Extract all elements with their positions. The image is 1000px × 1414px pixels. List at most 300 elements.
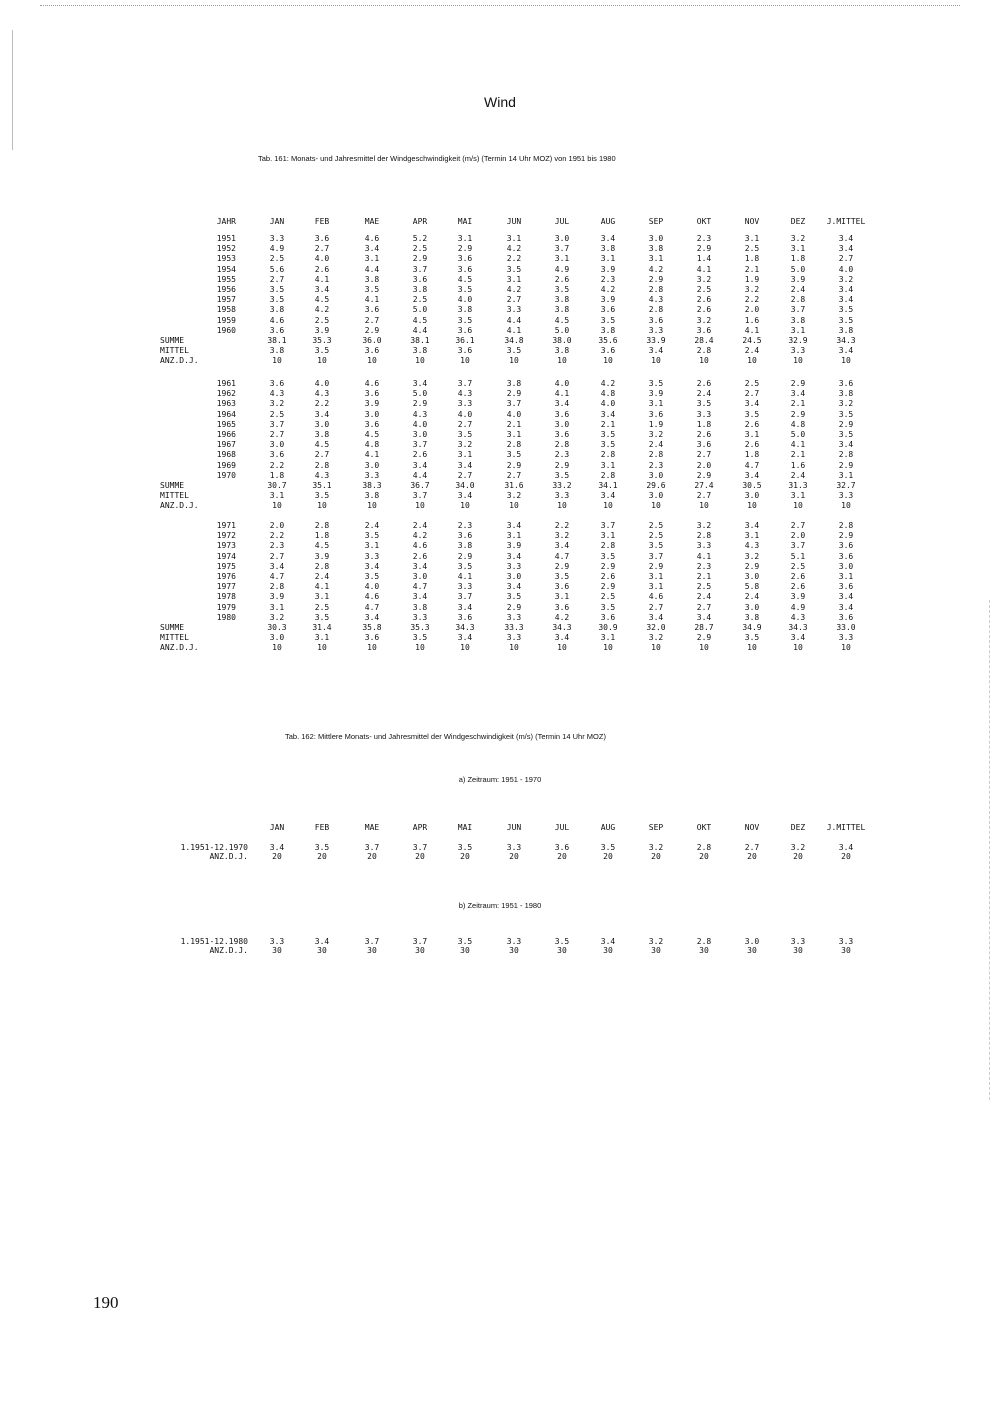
table-cell: 3.0 [744, 937, 760, 946]
table-cell: 3.6 [648, 409, 664, 419]
table-cell: 3.3 [506, 561, 522, 571]
table-cell: 38.1 [267, 336, 287, 345]
table-cell: 3.2 [744, 285, 760, 294]
table-cell: 2.9 [600, 582, 616, 592]
table-row [0, 420, 1000, 430]
table-row [0, 265, 1000, 275]
table-cell: NOV [744, 823, 760, 832]
table-cell: 3.5 [269, 285, 285, 294]
table-cell: JUN [506, 217, 522, 226]
table-cell: 3.5 [554, 572, 570, 581]
table-cell: 3.6 [600, 346, 616, 356]
table-cell: 3.8 [457, 305, 473, 315]
mittel-row-label: MITTEL [160, 346, 189, 356]
table-cell: 28.4 [694, 336, 714, 345]
table-cell: 2.5 [790, 561, 806, 571]
table-cell: 4.0 [457, 295, 473, 305]
table-row [0, 582, 1000, 592]
table-cell: 2.7 [457, 419, 473, 429]
table-cell: 2.8 [314, 521, 330, 530]
table-row [0, 562, 1000, 572]
table-cell: 2.5 [600, 592, 616, 602]
table-cell: 2.9 [838, 531, 854, 541]
table-cell: 2.4 [790, 470, 806, 480]
table-cell: 3.1 [314, 592, 330, 602]
table-cell: 4.6 [364, 379, 380, 388]
table-cell: 3.4 [506, 521, 522, 530]
table-cell: 3.3 [554, 491, 570, 501]
table-cell: 3.8 [838, 325, 854, 335]
table-cell: 2.4 [744, 592, 760, 602]
table-cell: 3.8 [269, 305, 285, 315]
table-cell: 35.6 [598, 336, 618, 345]
table-cell: 3.8 [744, 612, 760, 622]
table-row-label: 1974 [216, 551, 236, 561]
table-cell: 3.7 [600, 521, 616, 530]
table-row [0, 613, 1000, 623]
table-cell: 3.4 [412, 592, 428, 602]
table-cell: 3.4 [838, 346, 854, 356]
table-cell: 2.4 [364, 521, 380, 530]
anz-row-label: ANZ.D.J. [160, 501, 199, 511]
table-row [0, 440, 1000, 450]
table-cell: 3.4 [457, 460, 473, 470]
table-cell: 3.1 [600, 531, 616, 541]
table-cell: 3.0 [838, 561, 854, 571]
summe-row-label: SUMME [160, 336, 185, 345]
table-cell: 3.7 [457, 379, 473, 388]
table-cell: 10 [747, 356, 757, 366]
table-cell: 2.8 [506, 440, 522, 450]
table-cell: 3.9 [648, 389, 664, 399]
table-cell: 5.1 [790, 551, 806, 561]
table-cell: 1.9 [744, 274, 760, 284]
table-cell: 3.1 [269, 602, 285, 612]
table-cell: 4.9 [269, 244, 285, 254]
table-cell: 31.3 [788, 481, 808, 490]
table-cell: 2.4 [314, 572, 330, 581]
table-cell: 2.8 [648, 285, 664, 294]
table-row [0, 316, 1000, 326]
table-cell: 3.4 [744, 399, 760, 409]
table-cell: 2.8 [696, 346, 712, 356]
table-cell: 3.0 [412, 572, 428, 581]
table-cell: 3.9 [269, 592, 285, 602]
table-cell: 34.3 [455, 623, 475, 632]
table-cell: 3.0 [364, 460, 380, 470]
table-cell: 2.2 [269, 531, 285, 541]
table-cell: 10 [603, 356, 613, 366]
table-cell: 3.6 [364, 389, 380, 399]
table-cell: 3.6 [554, 430, 570, 439]
table-cell: 3.5 [600, 551, 616, 561]
table-cell: 3.6 [554, 409, 570, 419]
table-cell: 3.1 [648, 572, 664, 581]
table-cell: 3.3 [506, 843, 522, 852]
table-cell: 3.4 [269, 561, 285, 571]
table-cell: 30 [699, 946, 709, 955]
table-cell: 30 [272, 946, 282, 955]
table-cell: 10 [793, 356, 803, 366]
table-row-label: 1971 [216, 521, 236, 530]
table-row-label: 1979 [216, 602, 236, 612]
table-cell: 1.9 [648, 419, 664, 429]
table-cell: 5.2 [412, 234, 428, 243]
table-cell: 3.1 [600, 460, 616, 470]
table-cell: 4.5 [314, 541, 330, 551]
table-cell: OKT [696, 823, 712, 832]
table-cell: 3.9 [790, 274, 806, 284]
table-cell: 20 [415, 852, 425, 861]
table-cell: 3.6 [554, 843, 570, 852]
table-cell: J.MITTEL [826, 217, 866, 226]
table-cell: 4.4 [412, 470, 428, 480]
table-row [0, 541, 1000, 551]
table-cell: 3.8 [314, 430, 330, 439]
table-cell: 3.4 [457, 633, 473, 643]
table-cell: 2.8 [696, 531, 712, 541]
table-cell: 3.2 [269, 399, 285, 409]
table-cell: 3.2 [648, 937, 664, 946]
table-cell: 20 [699, 852, 709, 861]
table-cell: 20 [557, 852, 567, 861]
table-cell: 2.2 [744, 295, 760, 305]
table-cell: 3.4 [600, 491, 616, 501]
anz-row [0, 852, 1000, 862]
table-cell: 3.9 [506, 541, 522, 551]
table-cell: 3.1 [790, 491, 806, 501]
table-cell: 10 [317, 643, 327, 653]
table-row-label: 1973 [216, 541, 236, 551]
table-cell: 3.4 [364, 612, 380, 622]
table-cell: 2.9 [364, 325, 380, 335]
table-row-label: 1951 [216, 234, 236, 243]
table-cell: 3.6 [457, 612, 473, 622]
table-cell: 3.8 [600, 244, 616, 254]
table-cell: APR [412, 217, 428, 226]
table-cell: 10 [699, 501, 709, 511]
table-cell: 2.6 [412, 450, 428, 460]
table-cell: 3.1 [506, 234, 522, 243]
table-cell: 5.0 [790, 430, 806, 439]
anz-row [0, 356, 1000, 366]
table-cell: 4.0 [364, 582, 380, 592]
table-cell: 2.9 [506, 460, 522, 470]
table-cell: 2.5 [648, 531, 664, 541]
table-cell: 3.6 [364, 346, 380, 356]
table-row [0, 275, 1000, 285]
table-cell: 3.0 [506, 572, 522, 581]
table-row [0, 410, 1000, 420]
table-cell: 10 [317, 501, 327, 511]
table-cell: 3.4 [744, 470, 760, 480]
table-cell: 1.8 [744, 254, 760, 264]
table-cell: 2.9 [648, 561, 664, 571]
table-cell: 2.5 [744, 379, 760, 388]
table-cell: 2.6 [790, 572, 806, 581]
table-cell: 10 [509, 356, 519, 366]
table-cell: 38.3 [362, 481, 382, 490]
table-row-label: 1966 [216, 430, 236, 439]
table-cell: 3.2 [269, 612, 285, 622]
table-cell: 35.8 [362, 623, 382, 632]
table-cell: 3.2 [790, 843, 806, 852]
table-cell: 3.3 [790, 937, 806, 946]
table-cell: 20 [747, 852, 757, 861]
anz-row-label: ANZ.D.J. [160, 643, 199, 653]
table-cell: NOV [744, 217, 760, 226]
mittel-row [0, 633, 1000, 643]
table-cell: 3.5 [269, 295, 285, 305]
table-cell: 2.8 [600, 541, 616, 551]
table-cell: 30 [317, 946, 327, 955]
table-cell: 3.5 [506, 450, 522, 460]
table-cell: 2.9 [506, 602, 522, 612]
table-cell: 3.9 [364, 399, 380, 409]
table-cell: 32.7 [836, 481, 856, 490]
table-cell: 3.5 [412, 633, 428, 643]
table-cell: 3.1 [744, 531, 760, 541]
table-cell: 2.7 [648, 602, 664, 612]
table-cell: 4.0 [412, 419, 428, 429]
table-cell: 3.5 [457, 561, 473, 571]
table-cell: 2.8 [269, 582, 285, 592]
table-cell: 2.4 [790, 285, 806, 294]
table-cell: 20 [317, 852, 327, 861]
table-cell: 2.3 [269, 541, 285, 551]
table-row-label: 1953 [216, 254, 236, 264]
table-row-label: 1956 [216, 285, 236, 294]
table-cell: 4.2 [506, 285, 522, 294]
table-row-label: 1960 [216, 325, 236, 335]
table-cell: 5.0 [412, 305, 428, 315]
table-cell: 3.0 [314, 419, 330, 429]
table-cell: 2.6 [696, 305, 712, 315]
table-cell: 3.6 [412, 274, 428, 284]
table-cell: 2.8 [648, 305, 664, 315]
table-cell: 1.8 [269, 470, 285, 480]
table-cell: 30 [841, 946, 851, 955]
table-cell: 3.1 [790, 244, 806, 254]
table-cell: 3.5 [364, 531, 380, 541]
table-cell: 2.9 [648, 274, 664, 284]
table-cell: 3.1 [790, 325, 806, 335]
table-cell: 2.7 [696, 491, 712, 501]
table-cell: 10 [603, 643, 613, 653]
table-cell: 3.0 [744, 602, 760, 612]
table-cell: 3.0 [648, 491, 664, 501]
table-cell: 1.8 [314, 531, 330, 541]
table-cell: 2.8 [648, 450, 664, 460]
table-cell: 2.8 [314, 561, 330, 571]
anz-row [0, 946, 1000, 956]
table-cell: 30 [747, 946, 757, 955]
table-cell: 10 [272, 356, 282, 366]
table-row-label: 1976 [216, 572, 236, 581]
summe-row [0, 623, 1000, 633]
table-cell: 3.2 [744, 551, 760, 561]
table-cell: 4.7 [744, 460, 760, 470]
table-cell: 2.6 [696, 379, 712, 388]
summe-row [0, 481, 1000, 491]
table-cell: 10 [841, 643, 851, 653]
table-cell: 31.4 [312, 623, 332, 632]
table-cell: 33.3 [504, 623, 524, 632]
table-cell: 34.0 [455, 481, 475, 490]
table-cell: 20 [367, 852, 377, 861]
table-cell: 10 [509, 501, 519, 511]
table-cell: 3.7 [412, 843, 428, 852]
table-cell: 3.3 [412, 612, 428, 622]
table-cell: 3.0 [412, 430, 428, 439]
table-cell: 1.8 [696, 419, 712, 429]
table-cell: 3.8 [269, 346, 285, 356]
table-cell: 2.5 [696, 582, 712, 592]
table-cell: 2.7 [314, 244, 330, 254]
table-cell: 2.8 [838, 450, 854, 460]
table-cell: 3.7 [412, 440, 428, 450]
table-cell: 3.4 [412, 379, 428, 388]
table-cell: 2.8 [790, 295, 806, 305]
table-cell: 3.5 [457, 937, 473, 946]
table-cell: 10 [699, 643, 709, 653]
table-cell: 34.9 [742, 623, 762, 632]
table-cell: 2.7 [696, 602, 712, 612]
table-cell: 2.2 [506, 254, 522, 264]
table-cell: 3.2 [457, 440, 473, 450]
table-cell: DEZ [790, 217, 806, 226]
table-row [0, 234, 1000, 244]
table-cell: 2.7 [269, 551, 285, 561]
table-cell: 2.6 [744, 419, 760, 429]
table-row-label: 1965 [216, 419, 236, 429]
table-cell: 3.7 [364, 843, 380, 852]
table-cell: 3.7 [648, 551, 664, 561]
table-row-label: 1975 [216, 561, 236, 571]
table-cell: 3.3 [269, 234, 285, 243]
table-cell: 2.5 [412, 295, 428, 305]
table-cell: 3.3 [364, 470, 380, 480]
table-cell: 3.4 [600, 409, 616, 419]
table-cell: 3.5 [457, 843, 473, 852]
table-cell: 3.4 [648, 612, 664, 622]
table-cell: 3.5 [744, 409, 760, 419]
table-cell: 2.7 [457, 470, 473, 480]
table-cell: 2.0 [744, 305, 760, 315]
table-cell: 3.0 [364, 409, 380, 419]
table-cell: 29.6 [646, 481, 666, 490]
table-cell: 2.7 [696, 450, 712, 460]
table-cell: JAN [269, 217, 285, 226]
table-row-label: 1955 [216, 274, 236, 284]
table-cell: 3.1 [269, 491, 285, 501]
table-cell: 3.1 [457, 450, 473, 460]
table-cell: 2.0 [790, 531, 806, 541]
table-cell: 3.5 [838, 305, 854, 315]
table-cell: 2.0 [269, 521, 285, 530]
table-cell: 3.5 [648, 379, 664, 388]
table-cell: 4.0 [314, 379, 330, 388]
table-cell: 3.4 [744, 521, 760, 530]
table-row-label: 1963 [216, 399, 236, 409]
table-cell: 4.3 [314, 470, 330, 480]
table-row [0, 244, 1000, 254]
table-cell: 2.9 [412, 254, 428, 264]
table-cell: 4.7 [364, 602, 380, 612]
table-cell: 1.6 [790, 460, 806, 470]
table-cell: 3.7 [506, 399, 522, 409]
table-cell: 2.8 [600, 470, 616, 480]
table-cell: 2.7 [506, 295, 522, 305]
table-row-label: 1970 [216, 470, 236, 480]
table-cell: 3.3 [457, 399, 473, 409]
table-cell: 2.7 [790, 521, 806, 530]
table-cell: 3.7 [554, 244, 570, 254]
table-cell: 3.6 [838, 379, 854, 388]
table-cell: 27.4 [694, 481, 714, 490]
table-cell: 10 [793, 501, 803, 511]
table-cell: 3.0 [554, 234, 570, 243]
table-cell: 4.5 [314, 440, 330, 450]
table-cell: 10 [603, 501, 613, 511]
table-cell: 3.1 [554, 592, 570, 602]
table-cell: AUG [600, 823, 616, 832]
table-cell: 3.5 [554, 470, 570, 480]
table-cell: 3.1 [314, 633, 330, 643]
table-cell: 3.2 [648, 430, 664, 439]
table-cell: 4.1 [790, 440, 806, 450]
table-cell: 3.8 [554, 305, 570, 315]
table-cell: 30 [509, 946, 519, 955]
table-cell: 3.0 [648, 470, 664, 480]
table-cell: 4.0 [600, 399, 616, 409]
table-cell: 3.5 [600, 430, 616, 439]
table-cell: 3.1 [600, 633, 616, 643]
table-cell: 3.4 [600, 937, 616, 946]
table-cell: 36.0 [362, 336, 382, 345]
table-cell: 2.9 [554, 460, 570, 470]
table-cell: 35.3 [312, 336, 332, 345]
table-cell: 3.3 [696, 541, 712, 551]
table-cell: 4.6 [648, 592, 664, 602]
table-cell: 3.5 [600, 843, 616, 852]
anz-row [0, 501, 1000, 511]
table-cell: 5.0 [554, 325, 570, 335]
anz-row-label: ANZ.D.J. [209, 946, 248, 955]
table-162-header-row [0, 823, 1000, 833]
table-cell: 30 [415, 946, 425, 955]
table-cell: 3.8 [554, 346, 570, 356]
table-cell: 3.8 [457, 541, 473, 551]
table-cell: 3.9 [600, 264, 616, 274]
table-cell: 3.2 [554, 531, 570, 541]
period-row-label: 1.1951-12.1970 [180, 843, 248, 852]
table-cell: 34.3 [552, 623, 572, 632]
table-cell: 3.4 [506, 551, 522, 561]
table-cell: 33.2 [552, 481, 572, 490]
table-row [0, 389, 1000, 399]
table-cell: 3.5 [600, 602, 616, 612]
table-cell: 4.6 [364, 592, 380, 602]
table-cell: 3.4 [838, 602, 854, 612]
table-cell: 24.5 [742, 336, 762, 345]
table-cell: 2.5 [412, 244, 428, 254]
table-cell: 2.4 [412, 521, 428, 530]
table-cell: 10 [557, 643, 567, 653]
table-cell: 4.2 [600, 285, 616, 294]
table-cell: 3.8 [412, 285, 428, 294]
table-cell: 3.5 [506, 346, 522, 356]
